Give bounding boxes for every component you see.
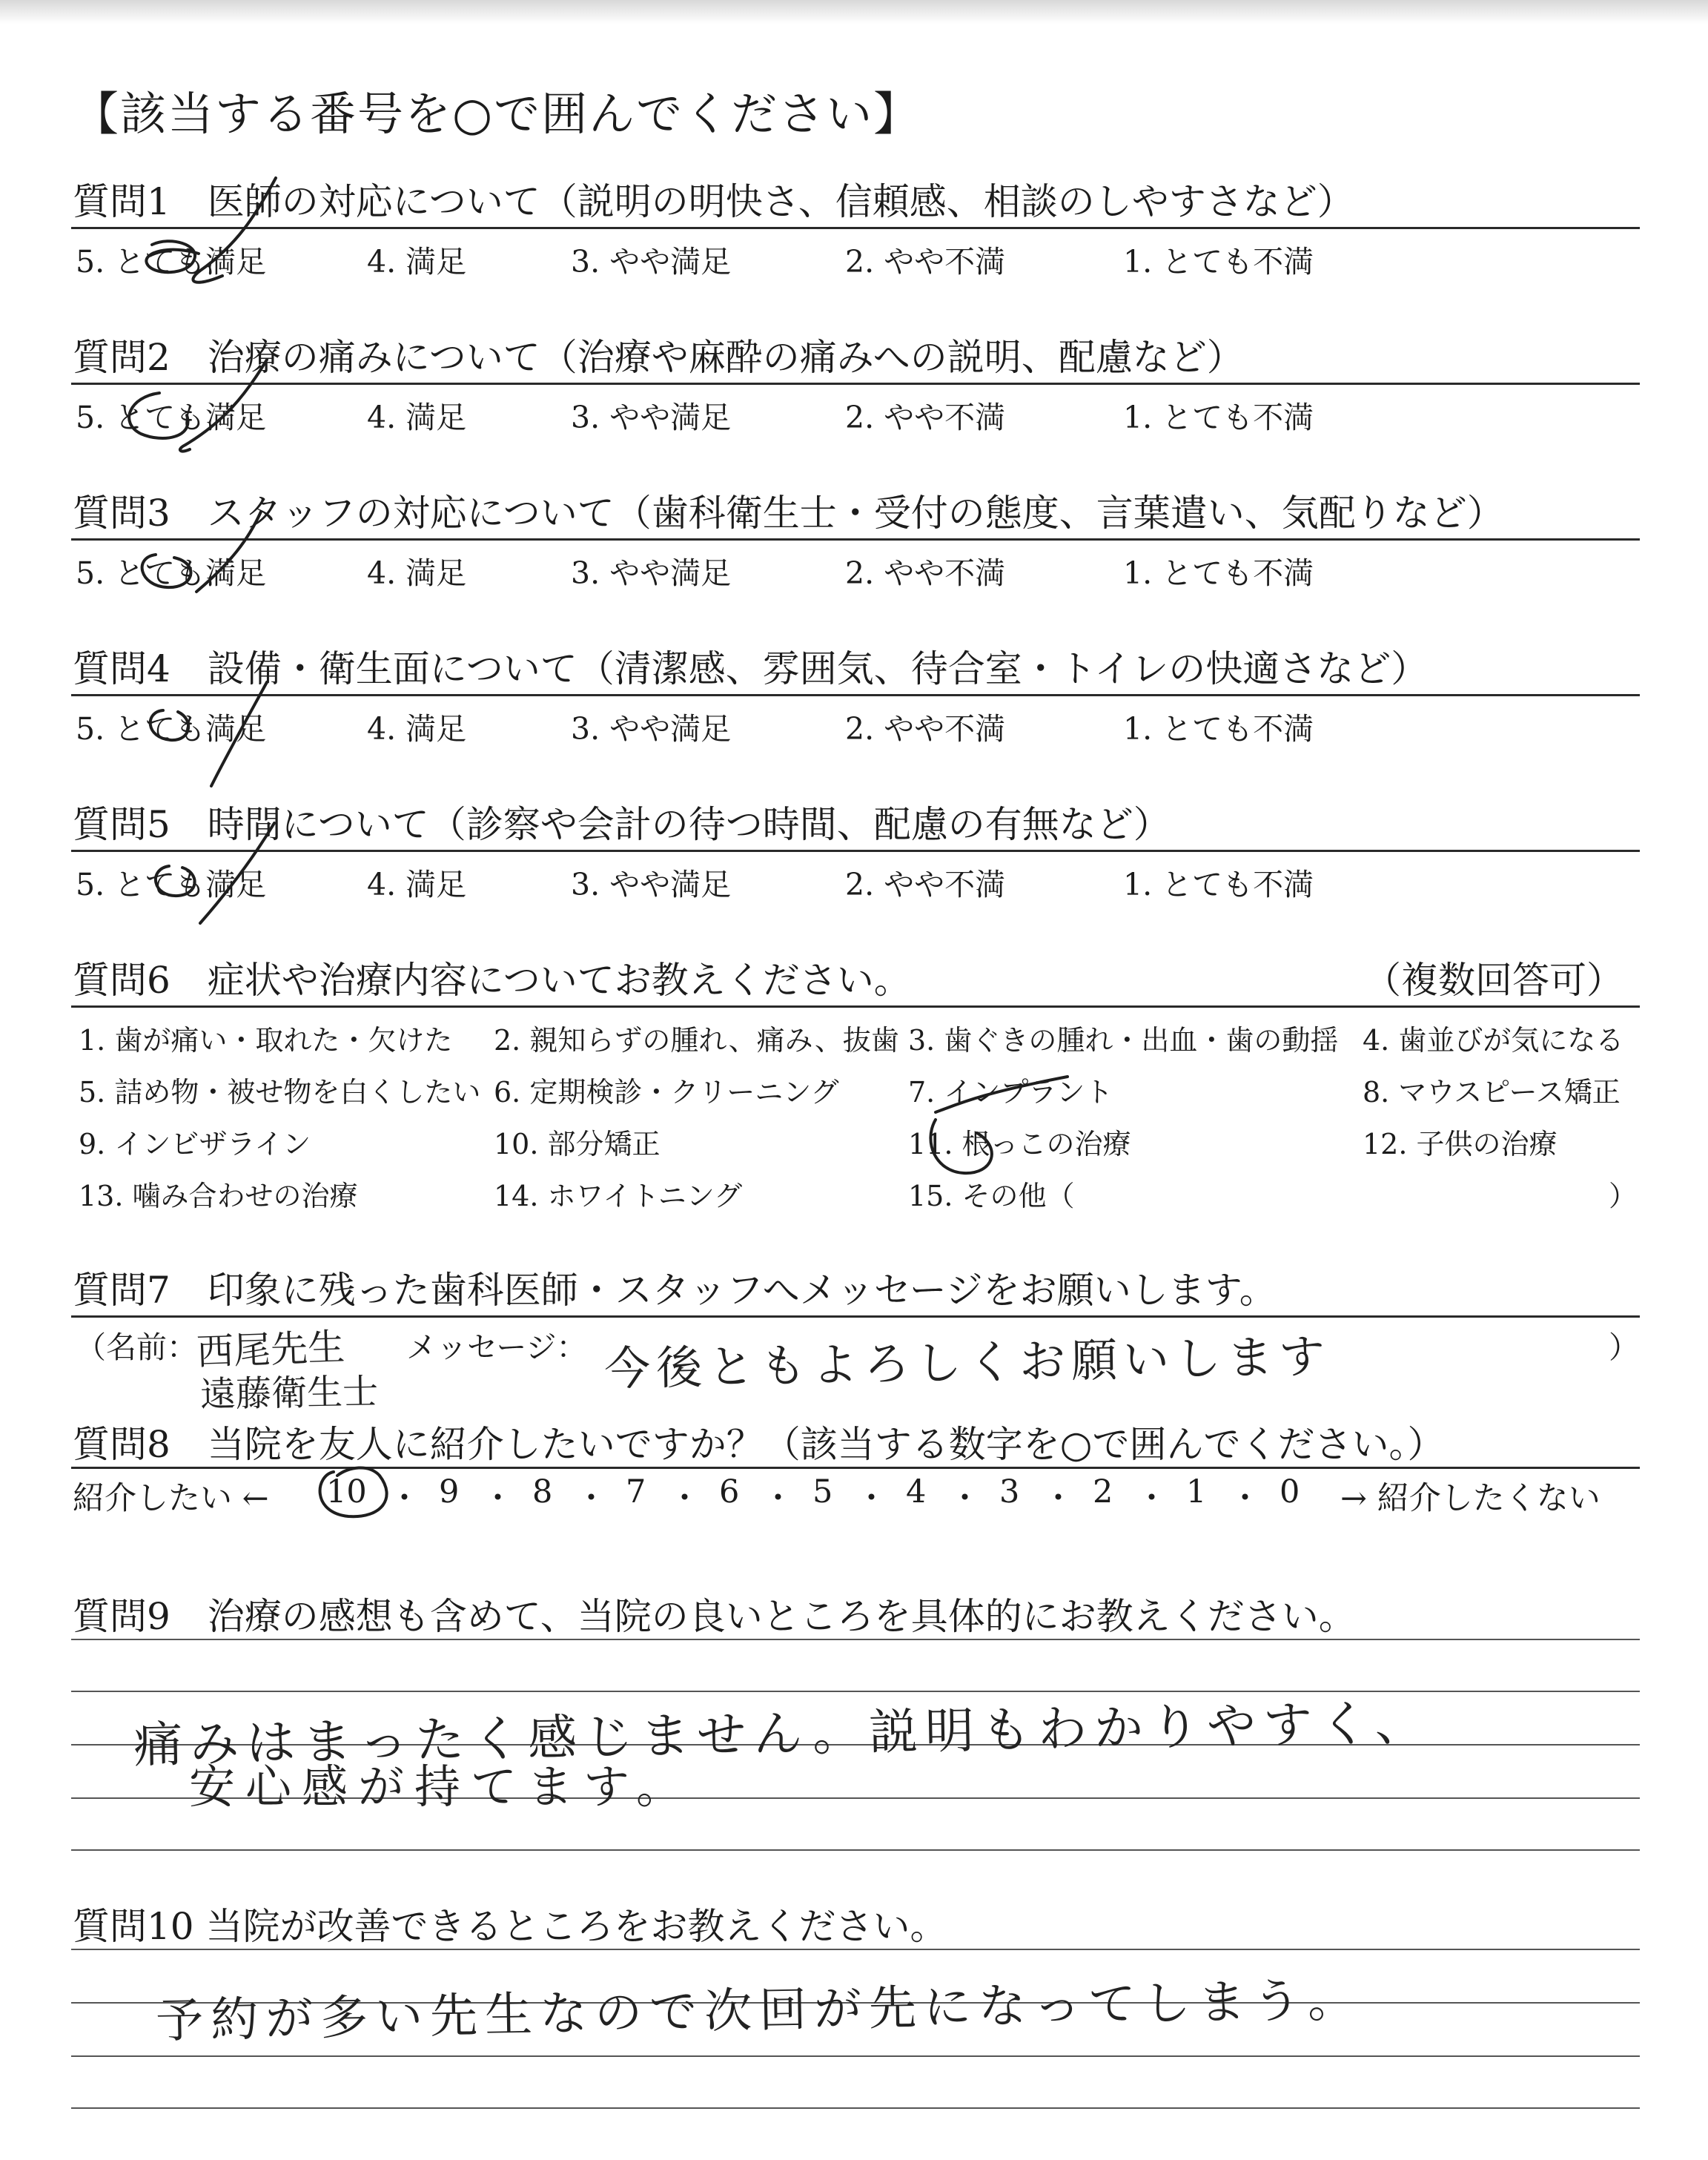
q1-selection-circle bbox=[146, 241, 199, 272]
treatment-8[interactable]: 8. マウスピース矯正 bbox=[1363, 1076, 1621, 1109]
treatment-2[interactable]: 2. 親知らずの腫れ、痛み、抜歯 bbox=[494, 1024, 899, 1057]
q8-left-label: 紹介したい ← bbox=[73, 1480, 269, 1517]
question-10: 質問10 当院が改善できるところをお教えください。 bbox=[73, 1905, 947, 1948]
q9-answer-line-2: 安心感が持てます。 bbox=[189, 1760, 693, 1814]
q4-selection-circle bbox=[150, 710, 188, 740]
q3-option-4[interactable]: 4. 満足 bbox=[367, 555, 467, 591]
instruction-heading: 【該当する番号を○で囲んでください】 bbox=[73, 87, 921, 141]
q3-option-2[interactable]: 2. やや不満 bbox=[845, 555, 1006, 591]
q1-option-1[interactable]: 1. とても不満 bbox=[1123, 244, 1314, 280]
q4-option-1[interactable]: 1. とても不満 bbox=[1123, 711, 1314, 747]
q6-multiple-note: （複数回答可） bbox=[1364, 959, 1623, 1002]
question-1: 質問1 医師の対応について（説明の明快さ、信頼感、相談のしやすさなど） bbox=[73, 180, 1354, 223]
q2-option-3[interactable]: 3. やや満足 bbox=[571, 400, 732, 435]
treatment-11[interactable]: 11. 根っこの治療 bbox=[908, 1128, 1131, 1160]
q8-score-4[interactable]: 4 bbox=[906, 1473, 927, 1510]
q8-score-5[interactable]: 5 bbox=[812, 1473, 833, 1510]
q3-selection-circle bbox=[142, 555, 191, 587]
q5-option-2[interactable]: 2. やや不満 bbox=[845, 867, 1006, 902]
q1-option-2[interactable]: 2. やや不満 bbox=[845, 244, 1006, 280]
q3-option-5[interactable]: 5. とても満足 bbox=[76, 555, 267, 591]
treatment-7[interactable]: 7. インプラント bbox=[908, 1076, 1113, 1109]
q3-option-3[interactable]: 3. やや満足 bbox=[571, 555, 732, 591]
q1-option-5[interactable]: 5. とても満足 bbox=[76, 244, 267, 280]
q8-score-10[interactable]: 10 bbox=[326, 1473, 367, 1510]
q7-close-paren: ） bbox=[1609, 1330, 1639, 1365]
q8-score-7[interactable]: 7 bbox=[626, 1473, 646, 1510]
question-3: 質問3 スタッフの対応について（歯科衛生士・受付の態度、言葉遣い、気配りなど） bbox=[73, 492, 1504, 535]
question-2: 質問2 治療の痛みについて（治療や麻酔の痛みへの説明、配慮など） bbox=[73, 336, 1244, 379]
question-7: 質問7 印象に残った歯科医師・スタッフへメッセージをお願いします。 bbox=[73, 1269, 1277, 1312]
q4-option-5[interactable]: 5. とても満足 bbox=[76, 711, 267, 747]
q2-selection-tail bbox=[180, 360, 267, 451]
q8-dot: ・ bbox=[482, 1480, 514, 1517]
q5-selection-tail bbox=[200, 823, 274, 923]
question-5: 質問5 時間について（診察や会計の待つ時間、配慮の有無など） bbox=[73, 803, 1171, 846]
treatment-1[interactable]: 1. 歯が痛い・取れた・欠けた bbox=[79, 1024, 453, 1057]
q8-dot: ・ bbox=[949, 1480, 981, 1517]
q4-option-2[interactable]: 2. やや不満 bbox=[845, 711, 1006, 747]
treatment-10[interactable]: 10. 部分矯正 bbox=[494, 1128, 661, 1160]
q7-handwritten-name-2: 遠藤衛生士 bbox=[199, 1370, 379, 1416]
treatment-9[interactable]: 9. インビザライン bbox=[79, 1128, 311, 1160]
q8-dot: ・ bbox=[855, 1480, 887, 1517]
q2-option-4[interactable]: 4. 満足 bbox=[367, 400, 467, 435]
q5-selection-circle bbox=[156, 866, 195, 896]
treatment-14[interactable]: 14. ホワイトニング bbox=[494, 1180, 743, 1212]
q8-dot: ・ bbox=[575, 1480, 607, 1517]
q7-handwritten-name-1: 西尾先生 bbox=[196, 1325, 346, 1374]
q2-selection-circle bbox=[129, 393, 188, 438]
q2-option-5[interactable]: 5. とても満足 bbox=[76, 400, 267, 435]
treatment-5[interactable]: 5. 詰め物・被せ物を白くしたい bbox=[79, 1076, 481, 1109]
q9-answer-line-1: 痛みはまったく感じません。説明もわかりやすく、 bbox=[133, 1694, 1432, 1774]
q8-selection-circle bbox=[320, 1467, 387, 1516]
question-6: 質問6 症状や治療内容についてお教えください。 bbox=[73, 959, 911, 1002]
q4-selection-tail bbox=[211, 682, 267, 786]
question-8: 質問8 当院を友人に紹介したいですか？（該当する数字を○で囲んでください。） bbox=[73, 1423, 1445, 1466]
q8-dot: ・ bbox=[1229, 1480, 1261, 1517]
q5-option-4[interactable]: 4. 満足 bbox=[367, 867, 467, 902]
q8-dot: ・ bbox=[1042, 1480, 1074, 1517]
q7-handwritten-message: 今後ともよろしくお願いします bbox=[603, 1329, 1331, 1396]
q8-score-0[interactable]: 0 bbox=[1280, 1473, 1300, 1510]
q8-score-8[interactable]: 8 bbox=[532, 1473, 553, 1510]
q8-dot: ・ bbox=[1136, 1480, 1168, 1517]
q1-option-4[interactable]: 4. 満足 bbox=[367, 244, 467, 280]
q7-message-label: メッセージ： bbox=[406, 1330, 587, 1365]
q1-option-3[interactable]: 3. やや満足 bbox=[571, 244, 732, 280]
q8-dot: ・ bbox=[762, 1480, 794, 1517]
treatment-15-close: ） bbox=[1609, 1180, 1638, 1212]
q4-option-3[interactable]: 3. やや満足 bbox=[571, 711, 732, 747]
q8-score-6[interactable]: 6 bbox=[719, 1473, 740, 1510]
q8-score-1[interactable]: 1 bbox=[1186, 1473, 1207, 1510]
q8-score-2[interactable]: 2 bbox=[1093, 1473, 1113, 1510]
q8-dot: ・ bbox=[388, 1480, 420, 1517]
q8-dot: ・ bbox=[669, 1480, 701, 1517]
q6-selection-check bbox=[936, 1077, 1068, 1112]
q2-option-1[interactable]: 1. とても不満 bbox=[1123, 400, 1314, 435]
treatment-12[interactable]: 12. 子供の治療 bbox=[1363, 1128, 1558, 1160]
q1-selection-tail bbox=[193, 178, 276, 283]
treatment-13[interactable]: 13. 噛み合わせの治療 bbox=[79, 1180, 358, 1212]
q7-name-label: （名前： bbox=[76, 1330, 197, 1365]
q5-option-3[interactable]: 3. やや満足 bbox=[571, 867, 732, 902]
q5-option-1[interactable]: 1. とても不満 bbox=[1123, 867, 1314, 902]
q8-score-9[interactable]: 9 bbox=[439, 1473, 460, 1510]
q5-option-5[interactable]: 5. とても満足 bbox=[76, 867, 267, 902]
treatment-3[interactable]: 3. 歯ぐきの腫れ・出血・歯の動揺 bbox=[908, 1024, 1339, 1057]
q8-right-label: → 紹介したくない bbox=[1340, 1480, 1601, 1517]
question-9: 質問9 治療の感想も含めて、当院の良いところを具体的にお教えください。 bbox=[73, 1595, 1356, 1638]
q6-selection-circle bbox=[930, 1120, 991, 1173]
treatment-4[interactable]: 4. 歯並びが気になる bbox=[1363, 1024, 1624, 1057]
treatment-6[interactable]: 6. 定期検診・クリーニング bbox=[494, 1076, 839, 1109]
q3-option-1[interactable]: 1. とても不満 bbox=[1123, 555, 1314, 591]
q10-answer-line-1: 予約が多い先生なので次回が先になってしまう。 bbox=[155, 1972, 1363, 2050]
question-4: 質問4 設備・衛生面について（清潔感、雰囲気、待合室・トイレの快適さなど） bbox=[73, 647, 1429, 690]
q3-selection-tail bbox=[196, 512, 261, 592]
q8-score-3[interactable]: 3 bbox=[999, 1473, 1020, 1510]
q2-option-2[interactable]: 2. やや不満 bbox=[845, 400, 1006, 435]
treatment-15[interactable]: 15. その他（ bbox=[908, 1180, 1075, 1212]
q4-option-4[interactable]: 4. 満足 bbox=[367, 711, 467, 747]
